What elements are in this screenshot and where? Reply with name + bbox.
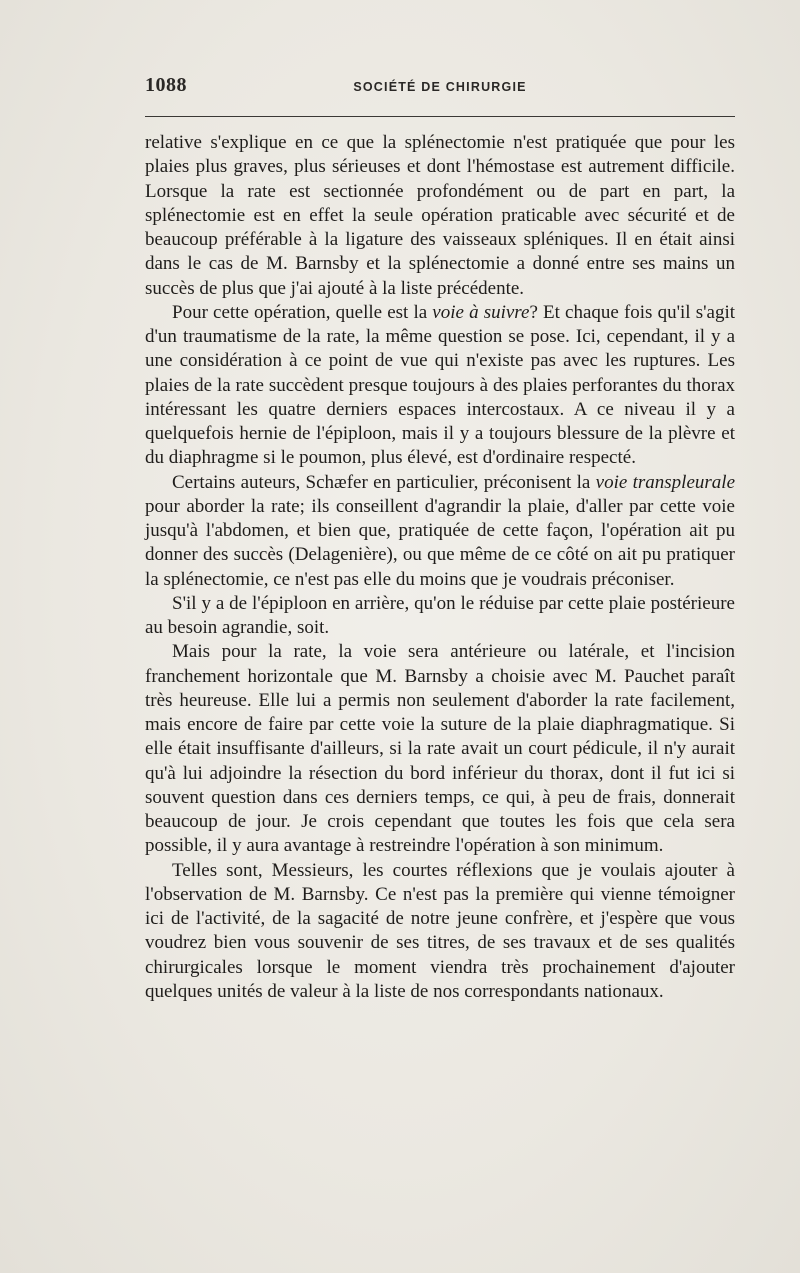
paragraph-2-text-a: Pour cette opération, quelle est la — [172, 301, 433, 323]
paragraph-3-text-b: pour aborder la rate; ils conseillent d'agrandir la plaie, d'aller par cette voie jusqu'à l'abdomen, et bien que, pratiquée de cette façon, l'opération ait pu donner des succès (Delagenière), ou que même de ce côté on ait pu pratiquer la splénectomie, ce n'est pas elle du moins que je voudrais préconiser. — [145, 495, 735, 590]
header-rule — [145, 116, 735, 117]
body-text — [145, 131, 735, 1004]
paragraph-3 — [145, 471, 735, 592]
paragraph-2-italic: voie à suivre — [432, 301, 530, 323]
paragraph-3-text-a: Certains auteurs, Schæfer en particulier, préconisent la — [172, 471, 596, 493]
paragraph-3-italic: voie transpleurale — [595, 471, 735, 493]
paragraph-1: relative s'explique en ce que la splénectomie n'est pratiquée que pour les plaies plus graves, plus sérieuses et dont l'hémostase est autrement difficile. Lorsque la rate est sectionnée profondément ou de part en part, la splénectomie est en effet la seule opération praticable avec sécurité et de beaucoup préférable à la ligature des vaisseaux spléniques. Il en était ainsi dans le cas de M. Barnsby et la splénectomie a donné entre ses mains un succès de plus que j'ai ajouté à la liste précédente. — [145, 132, 735, 299]
paragraph-5: Mais pour la rate, la voie sera antérieure ou latérale, et l'incision franchement horizontale que M. Barnsby a choisie avec M. Pauchet paraît très heureuse. Elle lui a permis non seulement d'aborder la rate facilement, mais encore de faire par cette voie la suture de la plaie diaphragmatique. Si elle était insuffisante d'ailleurs, si la rate avait un court pédicule, il n'y aurait qu'à lui adjoindre la résection du bord inférieur du thorax, dont il fut ici si souvent question dans ces derniers temps, ce qui, à peu de frais, donnerait beaucoup de jour. Je crois cependant que toutes les fois que cela sera possible, il y aura avantage à restreindre l'opération à son minimum. — [145, 641, 735, 857]
paragraph-2-text-b: ? Et chaque fois qu'il s'agit d'un traumatisme de la rate, la même question se pose. Ici, cependant, il y a une considération à ce point de vue qui n'existe pas avec les ruptures. Les plaies de la rate succèdent presque toujours à des plaies perforantes du thorax intéressant les quatre derniers espaces intercostaux. A ce niveau il y a quelquefois hernie de l'épiploon, mais il y a toujours blessure de la plèvre et du diaphragme si le poumon, plus élevé, est d'ordinaire respecté. — [145, 301, 736, 469]
paragraph-4: S'il y a de l'épiploon en arrière, qu'on le réduise par cette plaie postérieure au besoin agrandie, soit. — [145, 592, 735, 638]
page-number: 1088 — [145, 74, 187, 96]
page-header — [145, 74, 735, 102]
running-title: SOCIÉTÉ DE CHIRURGIE — [353, 80, 527, 94]
paragraph-2 — [145, 301, 735, 471]
paragraph-6: Telles sont, Messieurs, les courtes réflexions que je voulais ajouter à l'observation de M. Barnsby. Ce n'est pas la première qui vienne témoigner ici de l'activité, de la sagacité de notre jeune confrère, et j'espère que vous voudrez bien vous souvenir de ses titres, de ses travaux et de ses qualités chirurgicales lorsque le moment viendra très prochainement d'ajouter quelques unités de valeur à la liste de nos correspondants nationaux. — [145, 859, 735, 1002]
